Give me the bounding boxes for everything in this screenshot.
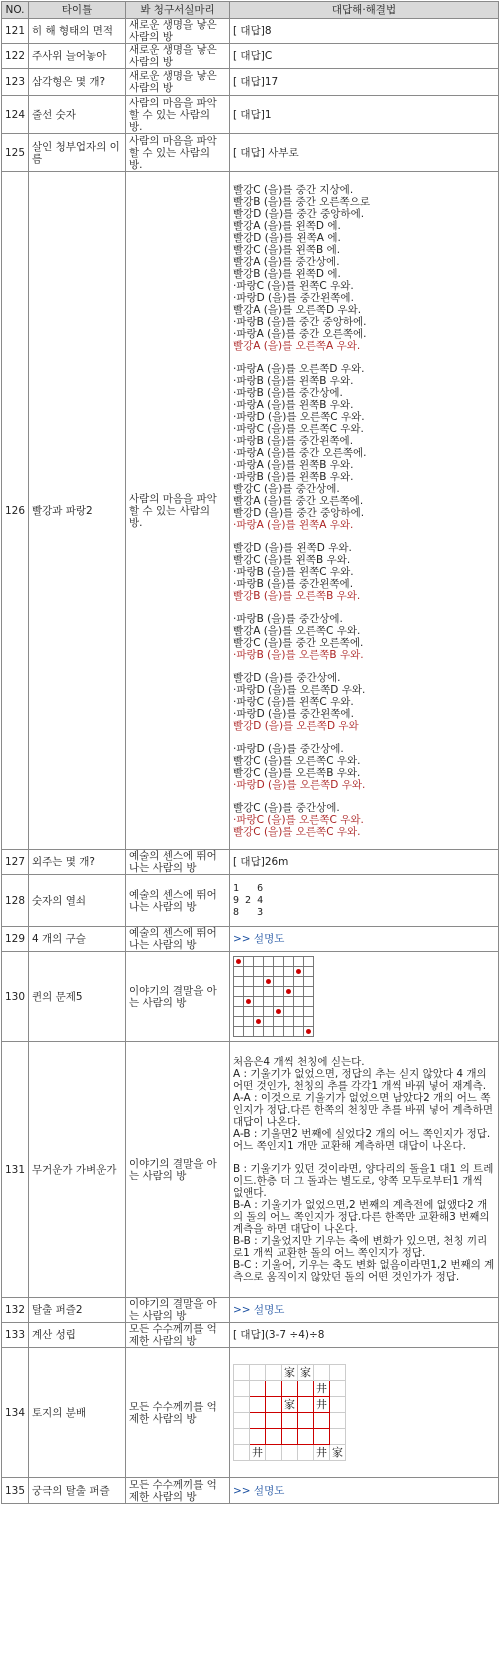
board-cell xyxy=(294,997,304,1007)
move-step: ·파랑A (을)를 왼쪽A 우와. xyxy=(233,518,354,531)
land-cell xyxy=(250,1413,266,1429)
land-symbol: 井 xyxy=(314,1397,330,1413)
land-cell xyxy=(234,1381,250,1397)
land-cell xyxy=(298,1381,314,1397)
board-cell xyxy=(234,1017,244,1027)
move-step xyxy=(233,791,495,802)
queen-marker xyxy=(236,959,241,964)
board-cell xyxy=(244,1007,254,1017)
queen-marker xyxy=(296,969,301,974)
land-cell xyxy=(266,1445,282,1461)
move-step: ·파랑B (을)를 왼쪽C 우와. xyxy=(233,565,354,578)
move-step: 빨강C (을)를 중간 지상에. xyxy=(233,183,354,196)
move-step: 빨강D (을)를 오른쪽D 우와 xyxy=(233,719,359,732)
header-no: NO. xyxy=(2,2,29,19)
move-step: ·파랑D (을)를 중간상에. xyxy=(233,742,344,755)
land-symbol: 井 xyxy=(314,1381,330,1397)
move-step: 빨강C (을)를 오른쪽B 우와. xyxy=(233,766,361,779)
board-cell xyxy=(244,997,254,1007)
queen-marker xyxy=(276,1009,281,1014)
move-step: 빨강C (을)를 중간 오른쪽에. xyxy=(233,636,364,649)
row-room: 이야기의 결말을 아는 사람의 방 xyxy=(126,1042,230,1298)
land-cell xyxy=(250,1365,266,1381)
number-key-line: 9 2 4 xyxy=(233,894,264,906)
row-room: 모든 수수께끼를 억제한 사람의 방 xyxy=(126,1348,230,1478)
explanation-link[interactable]: >> 설명도 xyxy=(230,1298,499,1323)
explanation-paragraph: B-B : 기울었지만 기우는 축에 변화가 있으면, 천칭 끼리로1 개씩 교환한 돌의 어느 쪽인지가 정답. xyxy=(233,1235,488,1259)
board-cell xyxy=(284,997,294,1007)
row-title: 궁극의 탈출 퍼즐 xyxy=(29,1478,126,1504)
land-cell xyxy=(266,1429,282,1445)
land-cell xyxy=(266,1413,282,1429)
land-cell xyxy=(234,1413,250,1429)
land-cell xyxy=(314,1365,330,1381)
move-step xyxy=(233,352,495,363)
row-answer xyxy=(230,172,499,850)
row-title: 히 해 형태의 면적 xyxy=(29,19,126,44)
board-cell xyxy=(254,967,264,977)
table-row xyxy=(2,1042,499,1298)
explanation-paragraph: B : 기울기가 있던 것이라면, 양다리의 돌을1 대1 의 트레이드.한층 더 그 돌과는 별도로, 양쪽 모두로부터1 개씩 없앤다. xyxy=(233,1163,494,1199)
row-number: 126 xyxy=(2,172,29,850)
move-step: 빨강A (을)를 오른쪽A 우와. xyxy=(233,339,361,352)
board-cell xyxy=(254,997,264,1007)
row-number: 129 xyxy=(2,927,29,952)
explanation-link[interactable]: >> 설명도 xyxy=(230,1478,499,1504)
move-step: 빨강D (을)를 왼쪽D 우와. xyxy=(233,541,352,554)
row-title: 외주는 몇 개? xyxy=(29,850,126,875)
table-row xyxy=(2,1298,499,1323)
land-cell xyxy=(314,1429,330,1445)
weighing-explanation xyxy=(233,1056,495,1283)
row-room: 모든 수수께끼를 억제한 사람의 방 xyxy=(126,1478,230,1504)
land-cell xyxy=(234,1397,250,1413)
move-list xyxy=(233,184,495,838)
move-step: ·파랑C (을)를 오른쪽C 우와. xyxy=(233,813,364,826)
move-step: ·파랑D (을)를 오른쪽D 우와. xyxy=(233,683,366,696)
board-cell xyxy=(284,977,294,987)
board-cell xyxy=(244,1017,254,1027)
board-cell xyxy=(264,1027,274,1037)
table-row xyxy=(2,1478,499,1504)
row-number: 131 xyxy=(2,1042,29,1298)
board-cell xyxy=(254,1027,264,1037)
land-cell xyxy=(330,1429,346,1445)
queen-marker xyxy=(306,1029,311,1034)
explanation-paragraph xyxy=(233,1152,495,1163)
table-row xyxy=(2,19,499,44)
land-division-board xyxy=(233,1364,346,1461)
board-cell xyxy=(264,957,274,967)
move-step: 빨강A (을)를 중간 오른쪽에. xyxy=(233,494,364,507)
row-room: 사람의 마음을 파악할 수 있는 사람의 방. xyxy=(126,96,230,134)
board-cell xyxy=(274,997,284,1007)
board-cell xyxy=(244,1027,254,1037)
move-step: 빨강C (을)를 오른쪽C 우와. xyxy=(233,754,361,767)
board-cell xyxy=(304,1027,314,1037)
board-cell xyxy=(274,977,284,987)
table-row xyxy=(2,96,499,134)
move-step: ·파랑A (을)를 중간 오른쪽에. xyxy=(233,327,367,340)
board-cell xyxy=(254,957,264,967)
board-cell xyxy=(294,967,304,977)
explanation-paragraph: 처음은4 개씩 천칭에 싣는다. xyxy=(233,1056,365,1068)
row-title: 살인 청부업자의 이름 xyxy=(29,134,126,172)
land-symbol: 井 xyxy=(250,1445,266,1461)
move-step: ·파랑B (을)를 오른쪽B 우와. xyxy=(233,648,364,661)
board-cell xyxy=(304,987,314,997)
move-step xyxy=(233,732,495,743)
move-step: ·파랑B (을)를 중간상에. xyxy=(233,612,343,625)
table-row xyxy=(2,952,499,1042)
move-step: ·파랑C (을)를 왼쪽C 우와. xyxy=(233,279,354,292)
board-cell xyxy=(294,1017,304,1027)
land-cell xyxy=(330,1365,346,1381)
queen-marker xyxy=(266,979,271,984)
row-room: 이야기의 결말을 아는 사람의 방 xyxy=(126,1298,230,1323)
land-cell xyxy=(282,1413,298,1429)
board-cell xyxy=(274,957,284,967)
board-cell xyxy=(234,997,244,1007)
row-number: 130 xyxy=(2,952,29,1042)
row-title: 빨강과 파랑2 xyxy=(29,172,126,850)
row-room: 사람의 마음을 파악할 수 있는 사람의 방. xyxy=(126,134,230,172)
move-step: 빨강C (을)를 왼쪽B 에. xyxy=(233,243,341,256)
move-step: ·파랑B (을)를 중간왼쪽에. xyxy=(233,434,354,447)
explanation-paragraph: B-A : 기울기가 없었으면,2 번째의 계측전에 없앴다2 개의 돌의 어느 쪽인지가 정답.다른 한쪽만 교환해3 번째의 계측을 하면 대답이 나온다. xyxy=(233,1199,490,1235)
move-step: 빨강A (을)를 오른쪽C 우와. xyxy=(233,624,361,637)
row-number: 127 xyxy=(2,850,29,875)
row-title: 삼각형은 몇 개? xyxy=(29,69,126,96)
move-step: ·파랑A (을)를 왼쪽B 우와. xyxy=(233,398,354,411)
move-step: ·파랑A (을)를 중간 오른쪽에. xyxy=(233,446,367,459)
land-cell xyxy=(282,1381,298,1397)
board-cell xyxy=(234,987,244,997)
row-title: 퀸의 문제5 xyxy=(29,952,126,1042)
land-cell xyxy=(250,1397,266,1413)
board-cell xyxy=(284,967,294,977)
move-step: ·파랑B (을)를 중간상에. xyxy=(233,386,343,399)
board-cell xyxy=(254,987,264,997)
row-number: 125 xyxy=(2,134,29,172)
move-step: 빨강C (을)를 오른쪽C 우와. xyxy=(233,825,361,838)
queen-marker xyxy=(286,989,291,994)
move-step: 빨강A (을)를 중간상에. xyxy=(233,255,340,268)
board-cell xyxy=(274,1027,284,1037)
number-key-line: 8 3 xyxy=(233,906,264,918)
move-step: ·파랑A (을)를 오른쪽D 우와. xyxy=(233,362,365,375)
move-step: ·파랑D (을)를 오른쪽D 우와. xyxy=(233,778,366,791)
move-step xyxy=(233,602,495,613)
board-cell xyxy=(294,1027,304,1037)
table-row xyxy=(2,1348,499,1478)
board-cell xyxy=(254,1017,264,1027)
row-title: 숫자의 열쇠 xyxy=(29,875,126,927)
row-answer: [ 대답]26m xyxy=(230,850,499,875)
row-answer xyxy=(230,1042,499,1298)
board-cell xyxy=(234,977,244,987)
board-cell xyxy=(284,1027,294,1037)
move-step: 빨강B (을)를 중간 오른쪽으로 xyxy=(233,195,370,208)
move-step: 빨강D (을)를 중간상에. xyxy=(233,671,341,684)
board-cell xyxy=(254,977,264,987)
table-row xyxy=(2,850,499,875)
land-cell xyxy=(330,1381,346,1397)
land-symbol: 家 xyxy=(282,1365,298,1381)
row-title: 탈출 퍼즐2 xyxy=(29,1298,126,1323)
board-cell xyxy=(264,997,274,1007)
move-step xyxy=(233,661,495,672)
number-key-line: 1 6 xyxy=(233,882,264,894)
row-room: 예술의 센스에 뛰어나는 사람의 방 xyxy=(126,850,230,875)
row-title: 4 개의 구슬 xyxy=(29,927,126,952)
board-cell xyxy=(264,1007,274,1017)
land-cell xyxy=(330,1413,346,1429)
row-number: 134 xyxy=(2,1348,29,1478)
explanation-paragraph: A-A : 이것으로 기울기가 없었으면 남았다2 개의 어느 쪽인지가 정답.다른 한쪽의 천칭만 추를 바꿔 넣어 계측하면 대답이 나온다. xyxy=(233,1092,493,1128)
row-number: 135 xyxy=(2,1478,29,1504)
board-cell xyxy=(234,967,244,977)
row-room: 예술의 센스에 뛰어나는 사람의 방 xyxy=(126,927,230,952)
land-cell xyxy=(266,1381,282,1397)
row-room: 새로운 생명을 낳은 사람의 방 xyxy=(126,19,230,44)
row-answer: [ 대답]8 xyxy=(230,19,499,44)
row-room: 사람의 마음을 파악할 수 있는 사람의 방. xyxy=(126,172,230,850)
row-title: 계산 성립 xyxy=(29,1323,126,1348)
board-cell xyxy=(304,997,314,1007)
row-number: 128 xyxy=(2,875,29,927)
move-step: ·파랑B (을)를 왼쪽B 우와. xyxy=(233,470,354,483)
row-answer xyxy=(230,952,499,1042)
land-cell xyxy=(298,1413,314,1429)
board-cell xyxy=(284,1007,294,1017)
board-cell xyxy=(304,957,314,967)
board-cell xyxy=(264,1017,274,1027)
table-row xyxy=(2,1323,499,1348)
land-cell xyxy=(282,1429,298,1445)
row-number: 121 xyxy=(2,19,29,44)
land-cell xyxy=(250,1381,266,1397)
table-row xyxy=(2,172,499,850)
move-step: 빨강A (을)를 오른쪽D 우와. xyxy=(233,303,362,316)
table-row xyxy=(2,927,499,952)
board-cell xyxy=(274,1007,284,1017)
board-cell xyxy=(234,1027,244,1037)
row-title: 무거운가 가벼운가 xyxy=(29,1042,126,1298)
board-cell xyxy=(244,987,254,997)
row-answer: [ 대답]C xyxy=(230,44,499,69)
board-cell xyxy=(274,987,284,997)
row-room: 이야기의 결말을 아는 사람의 방 xyxy=(126,952,230,1042)
board-cell xyxy=(244,957,254,967)
puzzle-table xyxy=(1,1,499,1504)
row-number: 124 xyxy=(2,96,29,134)
board-cell xyxy=(234,1007,244,1017)
land-cell xyxy=(266,1365,282,1381)
row-number: 123 xyxy=(2,69,29,96)
move-step: ·파랑B (을)를 중간왼쪽에. xyxy=(233,577,354,590)
move-step: ·파랑D (을)를 중간왼쪽에. xyxy=(233,291,354,304)
board-cell xyxy=(284,957,294,967)
board-cell xyxy=(294,977,304,987)
queen-marker xyxy=(246,999,251,1004)
header-answer: 대답해·해결법 xyxy=(230,2,499,19)
row-number: 132 xyxy=(2,1298,29,1323)
land-cell xyxy=(298,1445,314,1461)
table-row xyxy=(2,134,499,172)
move-step: ·파랑B (을)를 왼쪽B 우와. xyxy=(233,374,354,387)
move-step: 빨강B (을)를 오른쪽B 우와. xyxy=(233,589,361,602)
move-step: 빨강A (을)를 왼쪽D 에. xyxy=(233,219,341,232)
land-cell xyxy=(298,1397,314,1413)
row-room: 예술의 센스에 뛰어나는 사람의 방 xyxy=(126,875,230,927)
board-cell xyxy=(304,1007,314,1017)
land-cell xyxy=(266,1397,282,1413)
explanation-paragraph: A-B : 기울면2 번째에 실었다2 개의 어느 쪽인지가 정답.어느 쪽인지1 개만 교환해 계측하면 대답이 나온다. xyxy=(233,1128,491,1152)
row-answer: [ 대답]1 xyxy=(230,96,499,134)
board-cell xyxy=(264,977,274,987)
board-cell xyxy=(304,967,314,977)
row-title: 토지의 분배 xyxy=(29,1348,126,1478)
move-step: 빨강C (을)를 왼쪽B 우와. xyxy=(233,553,351,566)
move-step: 빨강B (을)를 왼쪽D 에. xyxy=(233,267,341,280)
header-title: 타이틀 xyxy=(29,2,126,19)
row-room: 새로운 생명을 낳은 사람의 방 xyxy=(126,69,230,96)
table-row xyxy=(2,875,499,927)
land-cell xyxy=(330,1397,346,1413)
move-step: ·파랑D (을)를 오른쪽C 우와. xyxy=(233,410,365,423)
land-cell xyxy=(298,1429,314,1445)
header-room: 봐 청구서실마리 xyxy=(126,2,230,19)
move-step: ·파랑B (을)를 중간 중앙하에. xyxy=(233,315,367,328)
row-room: 새로운 생명을 낳은 사람의 방 xyxy=(126,44,230,69)
board-cell xyxy=(244,977,254,987)
table-row xyxy=(2,44,499,69)
board-cell xyxy=(234,957,244,967)
explanation-paragraph: A : 기울기가 없었으면, 정답의 추는 싣지 않았다 4 개의 어떤 것인가, 천칭의 추를 각각1 개씩 바꿔 넣어 재계측. xyxy=(233,1068,487,1092)
move-step: ·파랑C (을)를 왼쪽C 우와. xyxy=(233,695,354,708)
board-cell xyxy=(244,967,254,977)
land-cell xyxy=(282,1445,298,1461)
row-room: 모든 수수께끼를 억제한 사람의 방 xyxy=(126,1323,230,1348)
row-answer: [ 대답] 사부로 xyxy=(230,134,499,172)
land-cell xyxy=(250,1429,266,1445)
move-step: ·파랑D (을)를 중간왼쪽에. xyxy=(233,707,354,720)
table-row xyxy=(2,69,499,96)
land-symbol: 家 xyxy=(282,1397,298,1413)
board-cell xyxy=(294,957,304,967)
move-step: 빨강D (을)를 중간 중앙하에. xyxy=(233,207,365,220)
land-cell xyxy=(234,1365,250,1381)
board-cell xyxy=(254,1007,264,1017)
row-answer: [ 대답](3-7 ÷4)÷8 xyxy=(230,1323,499,1348)
queen-board xyxy=(233,956,314,1037)
board-cell xyxy=(294,1007,304,1017)
explanation-link[interactable]: >> 설명도 xyxy=(230,927,499,952)
board-cell xyxy=(304,977,314,987)
move-step: 빨강C (을)를 중간상에. xyxy=(233,801,340,814)
board-cell xyxy=(284,1017,294,1027)
land-symbol: 家 xyxy=(298,1365,314,1381)
row-number: 133 xyxy=(2,1323,29,1348)
row-answer: [ 대답]17 xyxy=(230,69,499,96)
row-number: 122 xyxy=(2,44,29,69)
board-cell xyxy=(304,1017,314,1027)
header-row xyxy=(2,2,499,19)
land-cell xyxy=(234,1445,250,1461)
board-cell xyxy=(274,1017,284,1027)
board-cell xyxy=(294,987,304,997)
board-cell xyxy=(264,987,274,997)
explanation-paragraph: B-C : 기울어, 기우는 축도 변화 없음이라면1,2 번째의 계측으로 움직이지 않았던 돌의 어떤 것인가가 정답. xyxy=(233,1259,495,1283)
land-symbol: 家 xyxy=(330,1445,346,1461)
move-step: ·파랑C (을)를 오른쪽C 우와. xyxy=(233,422,364,435)
land-cell xyxy=(234,1429,250,1445)
queen-marker xyxy=(256,1019,261,1024)
board-cell xyxy=(264,967,274,977)
land-cell xyxy=(314,1413,330,1429)
board-cell xyxy=(284,987,294,997)
move-step: ·파랑A (을)를 왼쪽B 우와. xyxy=(233,458,354,471)
row-title: 주사위 늘어놓아 xyxy=(29,44,126,69)
row-title: 줄선 숫자 xyxy=(29,96,126,134)
move-step xyxy=(233,531,495,542)
land-symbol: 井 xyxy=(314,1445,330,1461)
move-step: 빨강D (을)를 중간 중앙하에. xyxy=(233,506,365,519)
move-step: 빨강D (을)를 왼쪽A 에. xyxy=(233,231,341,244)
move-step: 빨강C (을)를 중간상에. xyxy=(233,482,340,495)
row-answer xyxy=(230,875,499,927)
row-answer xyxy=(230,1348,499,1478)
board-cell xyxy=(274,967,284,977)
